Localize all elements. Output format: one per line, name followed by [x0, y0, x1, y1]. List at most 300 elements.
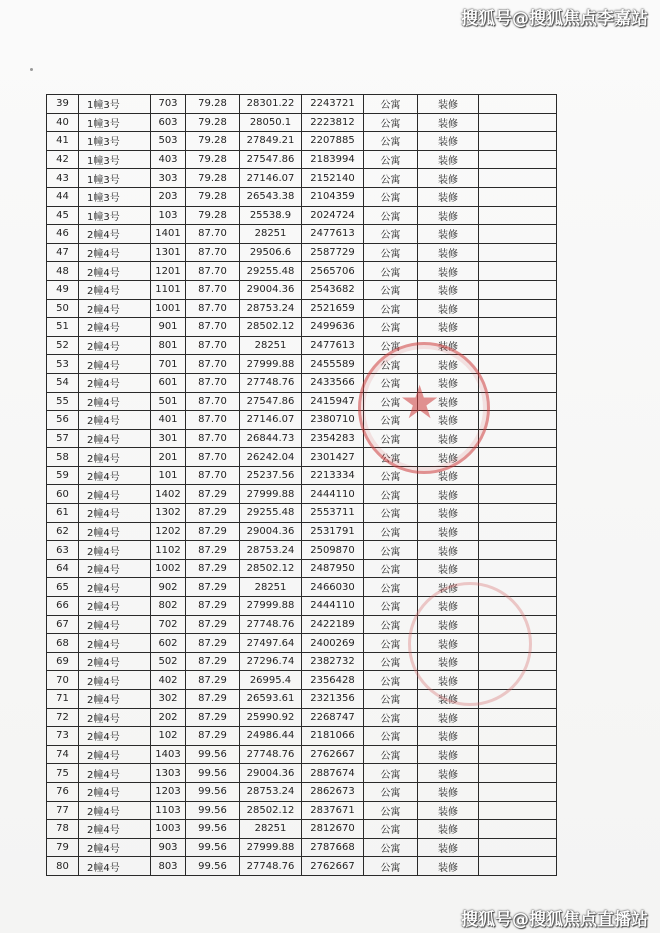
total-price-cell: 2477613 [302, 225, 364, 244]
usage-cell: 公寓 [364, 225, 418, 244]
note-cell [479, 206, 557, 225]
decoration-cell: 装修 [418, 95, 479, 114]
note-cell [479, 820, 557, 839]
building-cell: 1幢3号 [79, 169, 151, 188]
area-cell: 79.28 [186, 150, 240, 169]
note-cell [479, 318, 557, 337]
row-number-cell: 61 [47, 504, 79, 523]
decoration-cell: 装修 [418, 690, 479, 709]
table-row [47, 671, 557, 690]
area-cell: 87.70 [186, 280, 240, 299]
building-cell: 2幢4号 [79, 243, 151, 262]
usage-cell: 公寓 [364, 243, 418, 262]
room-number-cell: 1001 [151, 299, 186, 318]
building-cell: 2幢4号 [79, 411, 151, 430]
price-list-table [46, 94, 557, 876]
unit-price-cell: 26995.4 [240, 671, 302, 690]
unit-price-cell: 26242.04 [240, 448, 302, 467]
table-row [47, 522, 557, 541]
usage-cell: 公寓 [364, 634, 418, 653]
total-price-cell: 2356428 [302, 671, 364, 690]
building-cell: 2幢4号 [79, 801, 151, 820]
decoration-cell: 装修 [418, 411, 479, 430]
row-number-cell: 75 [47, 764, 79, 783]
room-number-cell: 1101 [151, 280, 186, 299]
room-number-cell: 1402 [151, 485, 186, 504]
note-cell [479, 801, 557, 820]
unit-price-cell: 28251 [240, 336, 302, 355]
unit-price-cell: 27999.88 [240, 838, 302, 857]
building-cell: 1幢3号 [79, 95, 151, 114]
usage-cell: 公寓 [364, 448, 418, 467]
unit-price-cell: 27296.74 [240, 652, 302, 671]
building-cell: 2幢4号 [79, 727, 151, 746]
total-price-cell: 2762667 [302, 857, 364, 876]
total-price-cell: 2268747 [302, 708, 364, 727]
area-cell: 79.28 [186, 187, 240, 206]
total-price-cell: 2380710 [302, 411, 364, 430]
note-cell [479, 187, 557, 206]
usage-cell: 公寓 [364, 745, 418, 764]
total-price-cell: 2499636 [302, 318, 364, 337]
building-cell: 2幢4号 [79, 541, 151, 560]
room-number-cell: 1003 [151, 820, 186, 839]
building-cell: 1幢3号 [79, 113, 151, 132]
total-price-cell: 2455589 [302, 355, 364, 374]
usage-cell: 公寓 [364, 597, 418, 616]
unit-price-cell: 28753.24 [240, 541, 302, 560]
building-cell: 2幢4号 [79, 336, 151, 355]
decoration-cell: 装修 [418, 615, 479, 634]
scan-speck [30, 68, 33, 71]
area-cell: 87.70 [186, 448, 240, 467]
usage-cell: 公寓 [364, 522, 418, 541]
table-row [47, 150, 557, 169]
area-cell: 87.70 [186, 373, 240, 392]
usage-cell: 公寓 [364, 355, 418, 374]
unit-price-cell: 24986.44 [240, 727, 302, 746]
usage-cell: 公寓 [364, 206, 418, 225]
area-cell: 87.29 [186, 652, 240, 671]
table-row [47, 708, 557, 727]
table-row [47, 187, 557, 206]
decoration-cell: 装修 [418, 782, 479, 801]
room-number-cell: 401 [151, 411, 186, 430]
unit-price-cell: 25990.92 [240, 708, 302, 727]
area-cell: 99.56 [186, 764, 240, 783]
table-row [47, 559, 557, 578]
decoration-cell: 装修 [418, 727, 479, 746]
room-number-cell: 1202 [151, 522, 186, 541]
decoration-cell: 装修 [418, 504, 479, 523]
table-row [47, 355, 557, 374]
usage-cell: 公寓 [364, 169, 418, 188]
table-row [47, 262, 557, 281]
row-number-cell: 73 [47, 727, 79, 746]
note-cell [479, 504, 557, 523]
note-cell [479, 671, 557, 690]
total-price-cell: 2521659 [302, 299, 364, 318]
usage-cell: 公寓 [364, 485, 418, 504]
decoration-cell: 装修 [418, 559, 479, 578]
decoration-cell: 装修 [418, 541, 479, 560]
area-cell: 87.29 [186, 541, 240, 560]
table-row [47, 336, 557, 355]
decoration-cell: 装修 [418, 373, 479, 392]
table-row [47, 113, 557, 132]
row-number-cell: 39 [47, 95, 79, 114]
total-price-cell: 2477613 [302, 336, 364, 355]
decoration-cell: 装修 [418, 764, 479, 783]
unit-price-cell: 27999.88 [240, 355, 302, 374]
area-cell: 87.29 [186, 671, 240, 690]
room-number-cell: 1301 [151, 243, 186, 262]
table-row [47, 782, 557, 801]
note-cell [479, 634, 557, 653]
building-cell: 2幢4号 [79, 262, 151, 281]
building-cell: 2幢4号 [79, 690, 151, 709]
total-price-cell: 2565706 [302, 262, 364, 281]
area-cell: 87.70 [186, 336, 240, 355]
room-number-cell: 501 [151, 392, 186, 411]
building-cell: 2幢4号 [79, 634, 151, 653]
area-cell: 79.28 [186, 132, 240, 151]
decoration-cell: 装修 [418, 429, 479, 448]
area-cell: 87.70 [186, 318, 240, 337]
area-cell: 99.56 [186, 838, 240, 857]
building-cell: 2幢4号 [79, 225, 151, 244]
building-cell: 2幢4号 [79, 299, 151, 318]
room-number-cell: 1103 [151, 801, 186, 820]
room-number-cell: 1002 [151, 559, 186, 578]
area-cell: 87.70 [186, 355, 240, 374]
row-number-cell: 60 [47, 485, 79, 504]
room-number-cell: 701 [151, 355, 186, 374]
room-number-cell: 801 [151, 336, 186, 355]
total-price-cell: 2415947 [302, 392, 364, 411]
total-price-cell: 2024724 [302, 206, 364, 225]
total-price-cell: 2587729 [302, 243, 364, 262]
usage-cell: 公寓 [364, 708, 418, 727]
table-row [47, 95, 557, 114]
total-price-cell: 2354283 [302, 429, 364, 448]
row-number-cell: 66 [47, 597, 79, 616]
note-cell [479, 280, 557, 299]
usage-cell: 公寓 [364, 615, 418, 634]
area-cell: 87.29 [186, 727, 240, 746]
building-cell: 2幢4号 [79, 838, 151, 857]
area-cell: 99.56 [186, 820, 240, 839]
table-row [47, 206, 557, 225]
decoration-cell: 装修 [418, 150, 479, 169]
note-cell [479, 541, 557, 560]
decoration-cell: 装修 [418, 206, 479, 225]
unit-price-cell: 27748.76 [240, 857, 302, 876]
table-row [47, 597, 557, 616]
area-cell: 87.29 [186, 578, 240, 597]
unit-price-cell: 28502.12 [240, 801, 302, 820]
note-cell [479, 373, 557, 392]
unit-price-cell: 25237.56 [240, 466, 302, 485]
area-cell: 87.70 [186, 411, 240, 430]
room-number-cell: 702 [151, 615, 186, 634]
total-price-cell: 2487950 [302, 559, 364, 578]
row-number-cell: 63 [47, 541, 79, 560]
row-number-cell: 41 [47, 132, 79, 151]
table-row [47, 801, 557, 820]
unit-price-cell: 27547.86 [240, 392, 302, 411]
row-number-cell: 65 [47, 578, 79, 597]
room-number-cell: 503 [151, 132, 186, 151]
row-number-cell: 78 [47, 820, 79, 839]
note-cell [479, 522, 557, 541]
note-cell [479, 727, 557, 746]
total-price-cell: 2207885 [302, 132, 364, 151]
row-number-cell: 40 [47, 113, 79, 132]
area-cell: 79.28 [186, 95, 240, 114]
usage-cell: 公寓 [364, 95, 418, 114]
total-price-cell: 2433566 [302, 373, 364, 392]
unit-price-cell: 27146.07 [240, 411, 302, 430]
building-cell: 2幢4号 [79, 429, 151, 448]
area-cell: 87.70 [186, 243, 240, 262]
unit-price-cell: 26844.73 [240, 429, 302, 448]
room-number-cell: 303 [151, 169, 186, 188]
row-number-cell: 54 [47, 373, 79, 392]
room-number-cell: 703 [151, 95, 186, 114]
unit-price-cell: 28050.1 [240, 113, 302, 132]
usage-cell: 公寓 [364, 838, 418, 857]
unit-price-cell: 29255.48 [240, 504, 302, 523]
usage-cell: 公寓 [364, 690, 418, 709]
note-cell [479, 411, 557, 430]
decoration-cell: 装修 [418, 857, 479, 876]
room-number-cell: 301 [151, 429, 186, 448]
table-row [47, 280, 557, 299]
row-number-cell: 71 [47, 690, 79, 709]
decoration-cell: 装修 [418, 336, 479, 355]
row-number-cell: 47 [47, 243, 79, 262]
area-cell: 87.70 [186, 262, 240, 281]
total-price-cell: 2422189 [302, 615, 364, 634]
usage-cell: 公寓 [364, 280, 418, 299]
table-row [47, 485, 557, 504]
usage-cell: 公寓 [364, 411, 418, 430]
table-body [47, 95, 557, 876]
unit-price-cell: 27999.88 [240, 597, 302, 616]
area-cell: 99.56 [186, 801, 240, 820]
row-number-cell: 45 [47, 206, 79, 225]
table-row [47, 466, 557, 485]
area-cell: 87.29 [186, 485, 240, 504]
room-number-cell: 601 [151, 373, 186, 392]
decoration-cell: 装修 [418, 355, 479, 374]
row-number-cell: 70 [47, 671, 79, 690]
room-number-cell: 201 [151, 448, 186, 467]
row-number-cell: 77 [47, 801, 79, 820]
total-price-cell: 2243721 [302, 95, 364, 114]
unit-price-cell: 29004.36 [240, 280, 302, 299]
building-cell: 2幢4号 [79, 522, 151, 541]
note-cell [479, 299, 557, 318]
area-cell: 87.29 [186, 690, 240, 709]
decoration-cell: 装修 [418, 578, 479, 597]
area-cell: 79.28 [186, 169, 240, 188]
note-cell [479, 95, 557, 114]
decoration-cell: 装修 [418, 597, 479, 616]
row-number-cell: 80 [47, 857, 79, 876]
note-cell [479, 578, 557, 597]
note-cell [479, 690, 557, 709]
building-cell: 2幢4号 [79, 782, 151, 801]
decoration-cell: 装修 [418, 485, 479, 504]
row-number-cell: 53 [47, 355, 79, 374]
row-number-cell: 55 [47, 392, 79, 411]
building-cell: 2幢4号 [79, 504, 151, 523]
row-number-cell: 44 [47, 187, 79, 206]
room-number-cell: 1303 [151, 764, 186, 783]
usage-cell: 公寓 [364, 318, 418, 337]
usage-cell: 公寓 [364, 150, 418, 169]
building-cell: 2幢4号 [79, 764, 151, 783]
watermark-top: 搜狐号@搜狐焦点李嘉站 [461, 9, 648, 29]
unit-price-cell: 28753.24 [240, 299, 302, 318]
total-price-cell: 2223812 [302, 113, 364, 132]
table-row [47, 299, 557, 318]
decoration-cell: 装修 [418, 522, 479, 541]
building-cell: 2幢4号 [79, 671, 151, 690]
room-number-cell: 1403 [151, 745, 186, 764]
note-cell [479, 448, 557, 467]
decoration-cell: 装修 [418, 652, 479, 671]
decoration-cell: 装修 [418, 801, 479, 820]
table-row [47, 132, 557, 151]
table-row [47, 690, 557, 709]
note-cell [479, 262, 557, 281]
room-number-cell: 101 [151, 466, 186, 485]
usage-cell: 公寓 [364, 392, 418, 411]
row-number-cell: 59 [47, 466, 79, 485]
row-number-cell: 72 [47, 708, 79, 727]
unit-price-cell: 28251 [240, 578, 302, 597]
note-cell [479, 838, 557, 857]
building-cell: 1幢3号 [79, 206, 151, 225]
total-price-cell: 2787668 [302, 838, 364, 857]
area-cell: 87.29 [186, 597, 240, 616]
room-number-cell: 1302 [151, 504, 186, 523]
building-cell: 2幢4号 [79, 318, 151, 337]
room-number-cell: 602 [151, 634, 186, 653]
area-cell: 87.70 [186, 225, 240, 244]
unit-price-cell: 26593.61 [240, 690, 302, 709]
room-number-cell: 901 [151, 318, 186, 337]
decoration-cell: 装修 [418, 671, 479, 690]
room-number-cell: 102 [151, 727, 186, 746]
building-cell: 1幢3号 [79, 187, 151, 206]
total-price-cell: 2444110 [302, 485, 364, 504]
area-cell: 87.70 [186, 429, 240, 448]
unit-price-cell: 28502.12 [240, 318, 302, 337]
usage-cell: 公寓 [364, 466, 418, 485]
table-row [47, 541, 557, 560]
note-cell [479, 708, 557, 727]
decoration-cell: 装修 [418, 820, 479, 839]
building-cell: 2幢4号 [79, 373, 151, 392]
room-number-cell: 302 [151, 690, 186, 709]
row-number-cell: 57 [47, 429, 79, 448]
decoration-cell: 装修 [418, 225, 479, 244]
note-cell [479, 225, 557, 244]
unit-price-cell: 27748.76 [240, 745, 302, 764]
area-cell: 79.28 [186, 113, 240, 132]
decoration-cell: 装修 [418, 243, 479, 262]
area-cell: 99.56 [186, 782, 240, 801]
table-row [47, 429, 557, 448]
watermark-bottom: 搜狐号@搜狐焦点直播站 [461, 910, 648, 930]
usage-cell: 公寓 [364, 336, 418, 355]
unit-price-cell: 29004.36 [240, 522, 302, 541]
seal-star-icon: ★ [399, 375, 441, 429]
unit-price-cell: 28251 [240, 225, 302, 244]
decoration-cell: 装修 [418, 262, 479, 281]
area-cell: 87.29 [186, 559, 240, 578]
note-cell [479, 615, 557, 634]
building-cell: 2幢4号 [79, 392, 151, 411]
building-cell: 2幢4号 [79, 485, 151, 504]
total-price-cell: 2509870 [302, 541, 364, 560]
building-cell: 2幢4号 [79, 280, 151, 299]
note-cell [479, 429, 557, 448]
building-cell: 2幢4号 [79, 466, 151, 485]
note-cell [479, 782, 557, 801]
note-cell [479, 169, 557, 188]
decoration-cell: 装修 [418, 318, 479, 337]
area-cell: 87.29 [186, 615, 240, 634]
area-cell: 99.56 [186, 745, 240, 764]
area-cell: 87.70 [186, 466, 240, 485]
room-number-cell: 902 [151, 578, 186, 597]
building-cell: 2幢4号 [79, 745, 151, 764]
usage-cell: 公寓 [364, 504, 418, 523]
note-cell [479, 392, 557, 411]
note-cell [479, 764, 557, 783]
table-row [47, 392, 557, 411]
table-row [47, 318, 557, 337]
row-number-cell: 79 [47, 838, 79, 857]
total-price-cell: 2812670 [302, 820, 364, 839]
room-number-cell: 1203 [151, 782, 186, 801]
room-number-cell: 203 [151, 187, 186, 206]
area-cell: 87.70 [186, 392, 240, 411]
usage-cell: 公寓 [364, 764, 418, 783]
row-number-cell: 74 [47, 745, 79, 764]
row-number-cell: 69 [47, 652, 79, 671]
total-price-cell: 2762667 [302, 745, 364, 764]
unit-price-cell: 27748.76 [240, 373, 302, 392]
note-cell [479, 559, 557, 578]
decoration-cell: 装修 [418, 708, 479, 727]
note-cell [479, 150, 557, 169]
room-number-cell: 403 [151, 150, 186, 169]
table-row [47, 615, 557, 634]
usage-cell: 公寓 [364, 541, 418, 560]
usage-cell: 公寓 [364, 820, 418, 839]
room-number-cell: 1102 [151, 541, 186, 560]
row-number-cell: 49 [47, 280, 79, 299]
area-cell: 87.29 [186, 504, 240, 523]
total-price-cell: 2444110 [302, 597, 364, 616]
decoration-cell: 装修 [418, 448, 479, 467]
